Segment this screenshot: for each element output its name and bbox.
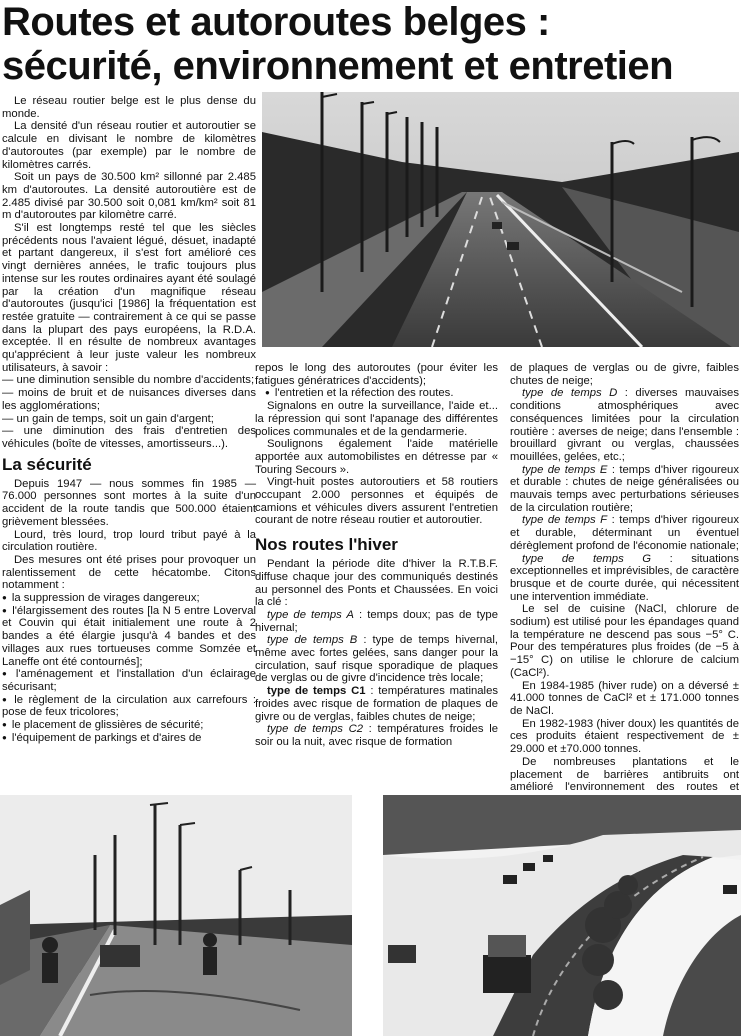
measures-list: [2, 592, 256, 744]
title-line-2: sécurité, environnement et entretien: [2, 44, 674, 88]
continued-paragraph: repos le long des autoroutes (pour éviter les fatigues génératrices d'accidents);: [255, 362, 498, 387]
winter-1984-paragraph: En 1984-1985 (hiver rude) on a déversé ± 41.000 tonnes de CaCl² et ± 171.000 tonnes de NaCl.: [510, 679, 739, 717]
list-item: — un gain de temps, soit un gain d'argent;: [2, 413, 256, 426]
list-item: ● l'aménagement et l'installation d'un éclairage sécurisant;: [2, 668, 256, 693]
weather-type-label: type de temps G: [522, 552, 652, 565]
snow-road-photo: [383, 795, 741, 1036]
paragraph-surveillance: Signalons en outre la surveillance, l'aide et... la répression qui sont l'apanage des différentes polices communales et de la gendarmerie.: [255, 400, 498, 438]
list-item: — moins de bruit et de nuisances diverses dans les agglomérations;: [2, 387, 256, 412]
weather-type-label: type de temps D: [522, 387, 618, 400]
list-item: ● le règlement de la circulation aux carrefours : pose de feux tricolores;: [2, 694, 256, 719]
intro-paragraph-4: S'il est longtemps resté tel que les siècles précédents nous l'avaient légué, désuet, inadapté et partant dangereux, il s'est fort amélioré ces vingt dernières années, le trafic toujours plus intense sur les routes ordinaires ayant été soulagé par la création d'un magnifique réseau d'autoroutes (jusqu'ici [1986] la fréquentation est restée gratuite — contrairement à ce qui se passe dans la plupart des pays européens, la R.D.A. exceptée. Il en résulte de nombreux avantages qu'apprécient à leur juste valeur les nombreux utilisateurs, à savoir :: [2, 222, 256, 374]
weather-type-d: type de temps D : diverses mauvaises conditions atmosphériques avec conséquences limitées pour la circulation routière : averses de neige; dans l'ensemble : brouillard givrant ou verglas, chaussées mouillées, gelées, etc.;: [510, 387, 739, 463]
winter-heading: Nos routes l'hiver: [255, 535, 398, 555]
list-item: ● l'entretien et la réfection des routes.: [255, 387, 498, 400]
security-heading: La sécurité: [2, 454, 92, 474]
title-line-1: Routes et autoroutes belges :: [2, 0, 550, 44]
maintenance-list: [255, 387, 498, 400]
winter-paragraph: Pendant la période dite d'hiver la R.T.B.F. diffuse chaque jour des communiqués destinés au personnel des Ponts et Chaussées. En voici la clé :: [255, 558, 498, 609]
roadworks-photo: [0, 795, 352, 1036]
winter-1982-paragraph: En 1982-1983 (hiver doux) les quantités de ces produits étaient respectivement de ± 29.000 et ±70.000 tonnes.: [510, 717, 739, 756]
list-item: — une diminution sensible du nombre d'accidents;: [2, 374, 256, 387]
security-paragraph-2: Lourd, très lourd, trop lourd tribut payé à la circulation routière.: [2, 528, 256, 554]
weather-type-e: type de temps E : temps d'hiver rigoureux et durable : chutes de neige généralisées ou mauvais temps avec perturbations sérieuses de la circulation routière;: [510, 463, 739, 514]
advantages-list: [2, 374, 256, 450]
security-paragraph-1: Depuis 1947 — nous sommes fin 1985 — 76.000 personnes sont mortes à la suite d'un accident de la route tandis que 500.000 étaient grièvement blessées.: [2, 477, 256, 528]
paragraph-touring: Soulignons également l'aide matérielle apportée aux automobilistes en détresse par « Touring Secours ».: [255, 438, 498, 476]
weather-type-g: type de temps G : situations exceptionnelles et imprévisibles, de caractère brusque et de courte durée, qui nécessitent une intervention immédiate.: [510, 552, 739, 603]
weather-type-a: type de temps A : temps doux; pas de type hivernal;: [255, 608, 498, 634]
text-column-1: [2, 95, 256, 744]
weather-type-c1: type de temps C1 : températures matinales froides avec risque de formation de plaques de givre ou de verglas, faibles chutes de neige;: [255, 685, 498, 723]
security-paragraph-3: Des mesures ont été prises pour provoquer un ralentissement de cette hécatombe. Citons notamment :: [2, 553, 256, 592]
list-item: — une diminution des frais d'entretien des véhicules (boîte de vitesses, amortisseurs...).: [2, 425, 256, 450]
intro-paragraph-2: La densité d'un réseau routier et autoroutier se calcule en divisant le nombre de kilomètres d'autoroutes (par exemple) par le nombre de kilomètres carrés.: [2, 120, 256, 171]
intro-paragraph-3: Soit un pays de 30.500 km² sillonné par 2.485 km d'autoroutes. La densité autoroutière est de 2.485 divisé par 30.500 soit 0,081 km/km² soit 81 m d'autoroutes par kilomètre carré.: [2, 171, 256, 222]
page-title: [2, 0, 673, 88]
intro-paragraph-1: Le réseau routier belge est le plus dense du monde.: [2, 95, 256, 120]
weather-type-c2: type de temps C2 : températures froides le soir ou la nuit, avec risque de formation: [255, 723, 498, 748]
list-item: ● l'élargissement des routes [la N 5 entre Loverval et Couvin qui était initialement une route à 2 bandes a été élargie jusqu'à 4 bandes et des villages aux rues tortueuses comme Somzée et Laneffe ont été contournés];: [2, 605, 256, 669]
list-item: ● l'équipement de parkings et d'aires de: [2, 732, 256, 745]
list-item: ● le placement de glissières de sécurité;: [2, 719, 256, 732]
weather-type-label: type de temps A: [267, 608, 354, 621]
salt-paragraph: Le sel de cuisine (NaCl, chlorure de sodium) est utilisé pour les épandages quand la température ne descend pas sous −5° C. Pour des températures plus froides (de −5 à −15° C) on utilise le chlorure de calcium (CaCl²).: [510, 603, 739, 679]
weather-type-label: type de temps C2: [267, 723, 364, 736]
weather-type-label: type de temps B: [267, 634, 358, 647]
continued-paragraph: de plaques de verglas ou de givre, faibles chutes de neige;: [510, 362, 739, 387]
motorway-photo: [262, 92, 739, 347]
weather-type-label: type de temps C1: [267, 685, 366, 698]
text-column-2: [255, 362, 498, 749]
weather-type-label: type de temps F: [522, 514, 608, 527]
list-item: ● la suppression de virages dangereux;: [2, 592, 256, 605]
paragraph-posts: Vingt-huit postes autoroutiers et 58 routiers occupant 2.000 personnes et équipés de camions et véhicules divers assurent l'entretien courant de notre réseau routier et autoroutier.: [255, 476, 498, 527]
text-column-3: [510, 362, 739, 819]
weather-type-f: type de temps F : temps d'hiver rigoureux et durable, déterminant un éventuel dérèglement profond de l'économie nationale;: [510, 514, 739, 552]
weather-type-b: type de temps B : type de temps hivernal, même avec fortes gelées, sans danger pour la circulation, sauf risque sporadique de plaques de verglas ou de givre d'incidence très locale;: [255, 634, 498, 685]
environment-paragraph: De nombreuses plantations et le placement de barrières antibruits ont amélioré l'environnement des routes et: [510, 755, 739, 794]
weather-type-label: type de temps E: [522, 463, 608, 476]
